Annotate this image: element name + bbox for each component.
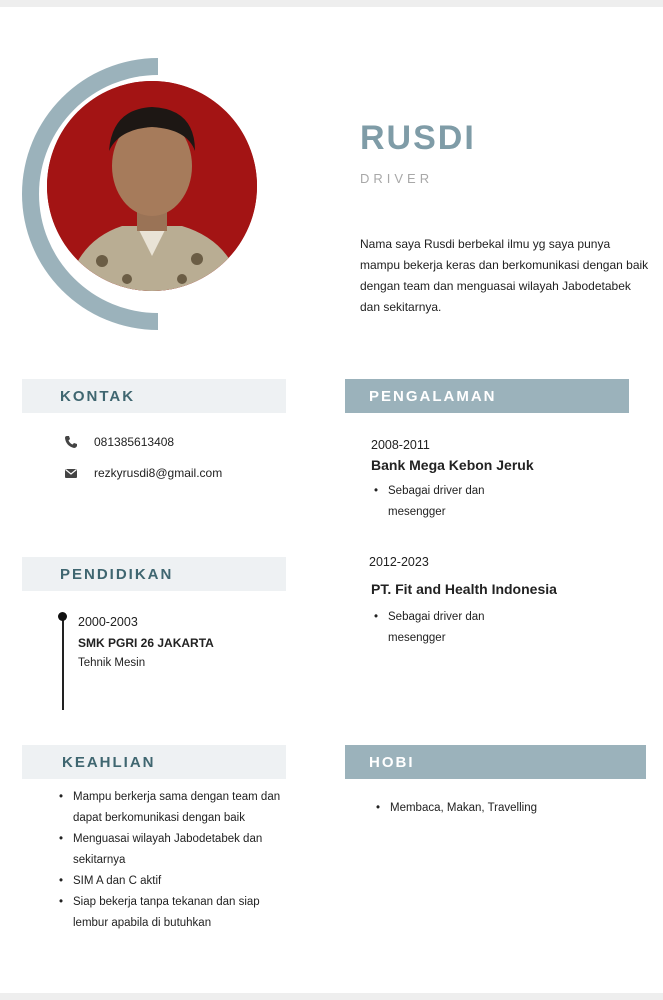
job-2-company: PT. Fit and Health Indonesia <box>371 581 557 597</box>
experience-heading: PENGALAMAN <box>369 387 497 405</box>
skill-item: • Menguasai wilayah Jabodetabek dan sekitarnya <box>57 829 282 871</box>
education-years: 2000-2003 <box>78 615 138 629</box>
experience-heading-band <box>345 379 629 413</box>
skills-heading-band <box>22 745 286 779</box>
job-2-bullet-line-2: mesengger <box>388 632 446 644</box>
job-1-company: Bank Mega Kebon Jeruk <box>371 457 534 473</box>
hobby-item: • Membaca, Makan, Travelling <box>374 798 537 819</box>
skills-list <box>57 787 282 934</box>
skill-item: • Mampu berkerja sama dengan team dan dapat berkomunikasi dengan baik <box>57 787 282 829</box>
profile-summary: Nama saya Rusdi berbekal ilmu yg saya punya mampu bekerja keras dan berkomunikasi dengan baik dengan team dan menguasai wilayah Jabodetabek dan sekitarnya. <box>360 237 649 314</box>
skill-item: • SIM A dan C aktif <box>57 871 282 892</box>
job-2-bullet-line-1: Sebagai driver dan <box>388 611 485 623</box>
education-timeline-line <box>62 618 64 710</box>
contact-phone-row <box>64 435 174 449</box>
job-title: DRIVER <box>360 171 434 186</box>
education-school: SMK PGRI 26 JAKARTA <box>78 636 214 650</box>
job-2-bullet <box>372 607 485 649</box>
education-heading-band <box>22 557 286 591</box>
mail-icon <box>64 466 78 480</box>
job-1-bullet-line-2: mesengger <box>388 506 446 518</box>
education-timeline-dot <box>58 612 67 621</box>
job-2-bullets <box>372 607 485 649</box>
hobby-list <box>374 798 537 819</box>
education-heading: PENDIDIKAN <box>60 565 174 583</box>
contact-phone: 081385613408 <box>94 435 175 449</box>
job-1-bullet <box>372 481 485 523</box>
person-name: RUSDI <box>360 119 476 157</box>
profile-photo <box>47 81 257 291</box>
job-1-bullet-line-1: Sebagai driver dan <box>388 485 485 497</box>
hobby-heading: HOBI <box>369 753 415 771</box>
job-2-years: 2012-2023 <box>369 555 429 569</box>
contact-heading-band <box>22 379 286 413</box>
profile-photo-illustration <box>47 81 257 291</box>
contact-heading: KONTAK <box>60 387 136 405</box>
hobby-heading-band <box>345 745 646 779</box>
contact-email: rezkyrusdi8@gmail.com <box>94 466 223 480</box>
education-major: Tehnik Mesin <box>78 657 146 669</box>
job-1-bullets <box>372 481 485 523</box>
job-1-years: 2008-2011 <box>371 438 430 452</box>
skills-heading: KEAHLIAN <box>62 753 156 771</box>
resume-page <box>0 7 663 993</box>
skill-item: • Siap bekerja tanpa tekanan dan siap lembur apabila di butuhkan <box>57 892 282 934</box>
contact-email-row <box>64 466 222 480</box>
phone-icon <box>64 435 78 449</box>
